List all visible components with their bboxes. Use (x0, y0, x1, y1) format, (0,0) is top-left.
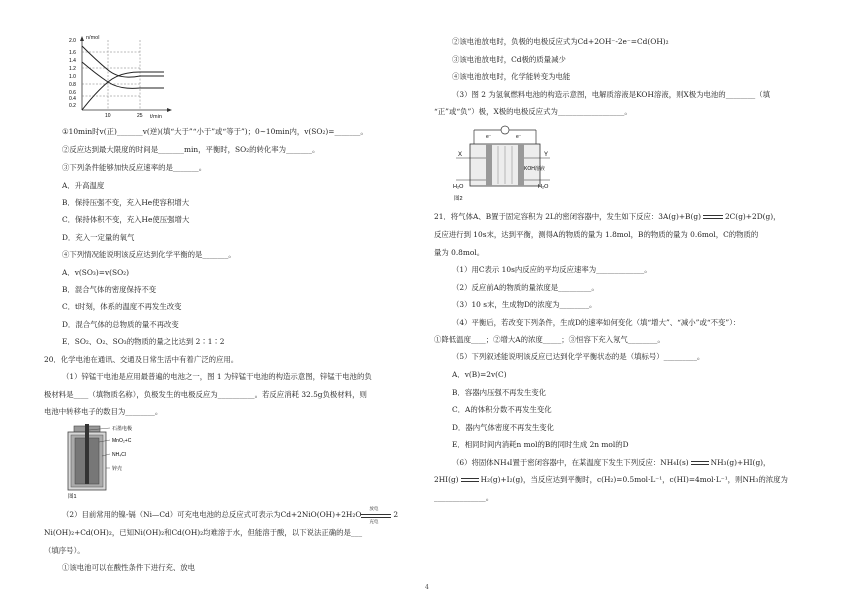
eq-arrow-top (691, 461, 709, 462)
right-option-3: ③该电池放电时，Cd极的质量减少 (452, 55, 566, 64)
question-19-3: ③下列条件能够加快反应速率的是_______。 (62, 163, 207, 172)
question-21-6-line2 (434, 475, 788, 485)
option-c: C．t时刻，体系的温度不再发生改变 (62, 302, 182, 311)
y-tick: 1.4 (69, 58, 76, 64)
question-21-text: 21．将气体A、B置于固定容积为 2L的密闭容器中，发生如下反应：3A(g)+B(g) (434, 212, 701, 221)
electron-label: e⁻ (516, 134, 522, 140)
question-21-6-line3: ______________。 (434, 493, 494, 502)
x-tick: 25 (137, 113, 143, 119)
option-a: A．升高温度 (62, 181, 105, 190)
option-e: E．SO₂、O₂、SO₃的物质的量之比达到 2∶1∶2 (62, 337, 225, 346)
eq-arrow-bottom (691, 464, 709, 465)
question-21-6-products: NH₃(g)+HI(g)， (710, 458, 771, 467)
graph-y-unit: n/mol (86, 35, 100, 41)
y-tick: 1.6 (69, 50, 76, 56)
fig2-label-x: X (458, 152, 463, 158)
option-d: D．混合气体的总物质的量不再改变 (62, 320, 179, 329)
option-b: B．保持压强不变，充入He使容积增大 (62, 198, 190, 207)
mole-time-graph (68, 30, 178, 120)
option-b: B．容器内压强不再发生变化 (452, 388, 547, 397)
eq-arrow-top (703, 215, 723, 216)
question-20-3-line2: “正”或“负”）极，X极的电极反应式为__________________。 (434, 107, 632, 116)
fig1-caption: 图1 (68, 494, 77, 500)
y-tick: 1.0 (69, 74, 76, 80)
question-20-2-option1: ①该电池可以在酸性条件下进行充、放电 (62, 563, 196, 572)
arrow-bottom-label: 充电 (369, 520, 379, 525)
arrow-line-top (361, 514, 391, 515)
fig2-caption: 图2 (454, 196, 463, 202)
right-option-4: ④该电池放电时，化学能转变为电能 (452, 72, 571, 81)
question-21-6-line1 (452, 458, 770, 468)
option-a: A．v(B)=2v(C) (452, 370, 507, 379)
reversible-arrow (361, 507, 393, 525)
question-21-1: （1）用C表示 10s内反应的平均反应速率为_____________。 (452, 265, 652, 274)
question-21-6-text: （6）将固体NH₄I置于密闭容器中，在某温度下发生下列反应：NH₄I(s) (452, 458, 689, 467)
question-20-2-line1 (62, 507, 399, 525)
question-20-3-line1: （3）图 2 为氢氧燃料电池的构造示意图，电解质溶液是KOH溶液，则X极为电池的________（填 (452, 90, 771, 99)
right-option-2: ②该电池放电时，负极的电极反应式为Cd+2OH⁻-2e⁻=Cd(OH)₂ (452, 37, 669, 46)
eq-arrow-bottom (703, 218, 723, 219)
eq-arrow-bottom (461, 481, 479, 482)
question-21-line1 (434, 212, 781, 222)
question-20-1-line3: 电池中转移电子的数目为________。 (44, 407, 163, 416)
electron-label: e⁻ (486, 134, 492, 140)
fig1-label-nh4cl: NH₄Cl (112, 452, 126, 458)
graph-x-unit: t/min (150, 114, 162, 120)
question-19-1: ①10min时v(正)_______v(逆)(填“大于”“小于”或“等于”)；0~10min内，v(SO₂)=_______。 (62, 127, 368, 136)
question-20-1-line2: 极材料是____（填物质名称），负极发生的电极反应为__________。若反应消耗 32.5g负极材料，则 (44, 390, 367, 399)
question-20-title: 20．化学电池在通讯、交通及日常生活中有着广泛的应用。 (44, 355, 239, 364)
question-19-4: ④下列情况能说明该反应达到化学平衡的是_______。 (62, 250, 236, 259)
fig1-label-graphite: 石墨电极 (112, 426, 133, 432)
question-19-2: ②反应达到最大限度的时间是_______min，平衡时，SO₂的转化率为_______。 (62, 145, 320, 154)
fig2-label-h2o-left: H₂O (453, 184, 464, 190)
fig1-label-zinc: 锌壳 (112, 466, 123, 472)
equilibrium-arrow (459, 476, 481, 484)
y-tick: 1.2 (69, 66, 76, 72)
eq-arrow-top (461, 478, 479, 479)
fig2-label-koh: KOH溶液 (524, 166, 545, 172)
question-20-2-end: 2 (393, 510, 399, 519)
y-tick: 0.8 (69, 82, 76, 88)
page-number: 4 (425, 584, 429, 591)
question-21-6-reactant: 2HI(g) (434, 475, 459, 484)
fig2-label-y: Y (544, 152, 549, 158)
option-c: C．保持体积不变，充入He使压强增大 (62, 215, 190, 224)
fig2-label-h2o-right: H₂O (538, 184, 549, 190)
y-tick: 0.2 (69, 103, 76, 109)
question-20-2-text: （2）目前常用的镍-镉（Ni—Cd）可充电电池的总反应式可表示为Cd+2NiO(OH)+2H₂O (62, 510, 362, 519)
question-21-6-rest: H₂(g)+I₂(g)，当反应达到平衡时，c(H₂)=0.5mol·L⁻¹，c(HI)=4mol·L⁻¹，则NH₃的浓度为 (480, 475, 788, 484)
question-21-4b: ①降低温度____；②增大A的浓度_____；③恒容下充入氖气________。 (434, 335, 665, 344)
option-b: B．混合气体的密度保持不变 (62, 285, 157, 294)
option-d: D．器内气体密度不再发生变化 (452, 423, 555, 432)
option-e: E．相同时间内消耗n mol的B的同时生成 2n mol的D (452, 440, 629, 449)
y-tick: 2.0 (69, 38, 76, 44)
question-21-3: （3）10 s末，生成物D的浓度为________。 (452, 300, 597, 309)
equilibrium-arrow (689, 459, 711, 467)
x-tick: 10 (105, 113, 111, 119)
dry-cell-figure (54, 418, 164, 500)
question-21-line2: 反应进行到 10s末，达到平衡，测得A的物质的量为 1.8mol，B的物质的量为 0.6mol，C的物质的 (434, 230, 759, 239)
question-20-1-line1: （1）锌锰干电池是应用最普遍的电池之一，图 1 为锌锰干电池的构造示意图，锌锰干电池的负 (62, 372, 372, 381)
option-a: A．v(SO₃)=v(SO₂) (62, 268, 129, 277)
equilibrium-arrow (701, 213, 725, 221)
arrow-top-label: 放电 (369, 507, 379, 512)
y-tick: 0.4 (69, 96, 76, 102)
question-20-2-line3: （填序号）。 (44, 546, 85, 555)
fig1-label-mno2: MnO₂+C (112, 438, 132, 444)
y-tick: 0.6 (69, 90, 76, 96)
question-20-2-line2: Ni(OH)₂+Cd(OH)₂，已知Ni(OH)₂和Cd(OH)₂均难溶于水，但能溶于酸，以下说法正确的是___ (44, 528, 363, 537)
question-21-line3: 量为 0.8mol。 (434, 248, 485, 257)
question-21-5: （5）下列叙述能说明该反应已达到化学平衡状态的是（填标号）_________。 (452, 352, 705, 361)
question-21-products: 2C(g)+2D(g)， (724, 212, 781, 221)
question-21-4: （4）平衡后，若改变下列条件，生成D的速率如何变化（填“增大”、“减小”或“不变”）： (452, 318, 741, 327)
fuel-cell-figure (450, 122, 560, 204)
question-21-2: （2）反应前A的物质的量浓度是_________。 (452, 283, 599, 292)
option-d: D．充入一定量的氧气 (62, 233, 135, 242)
option-c: C．A的体积分数不再发生变化 (452, 405, 552, 414)
